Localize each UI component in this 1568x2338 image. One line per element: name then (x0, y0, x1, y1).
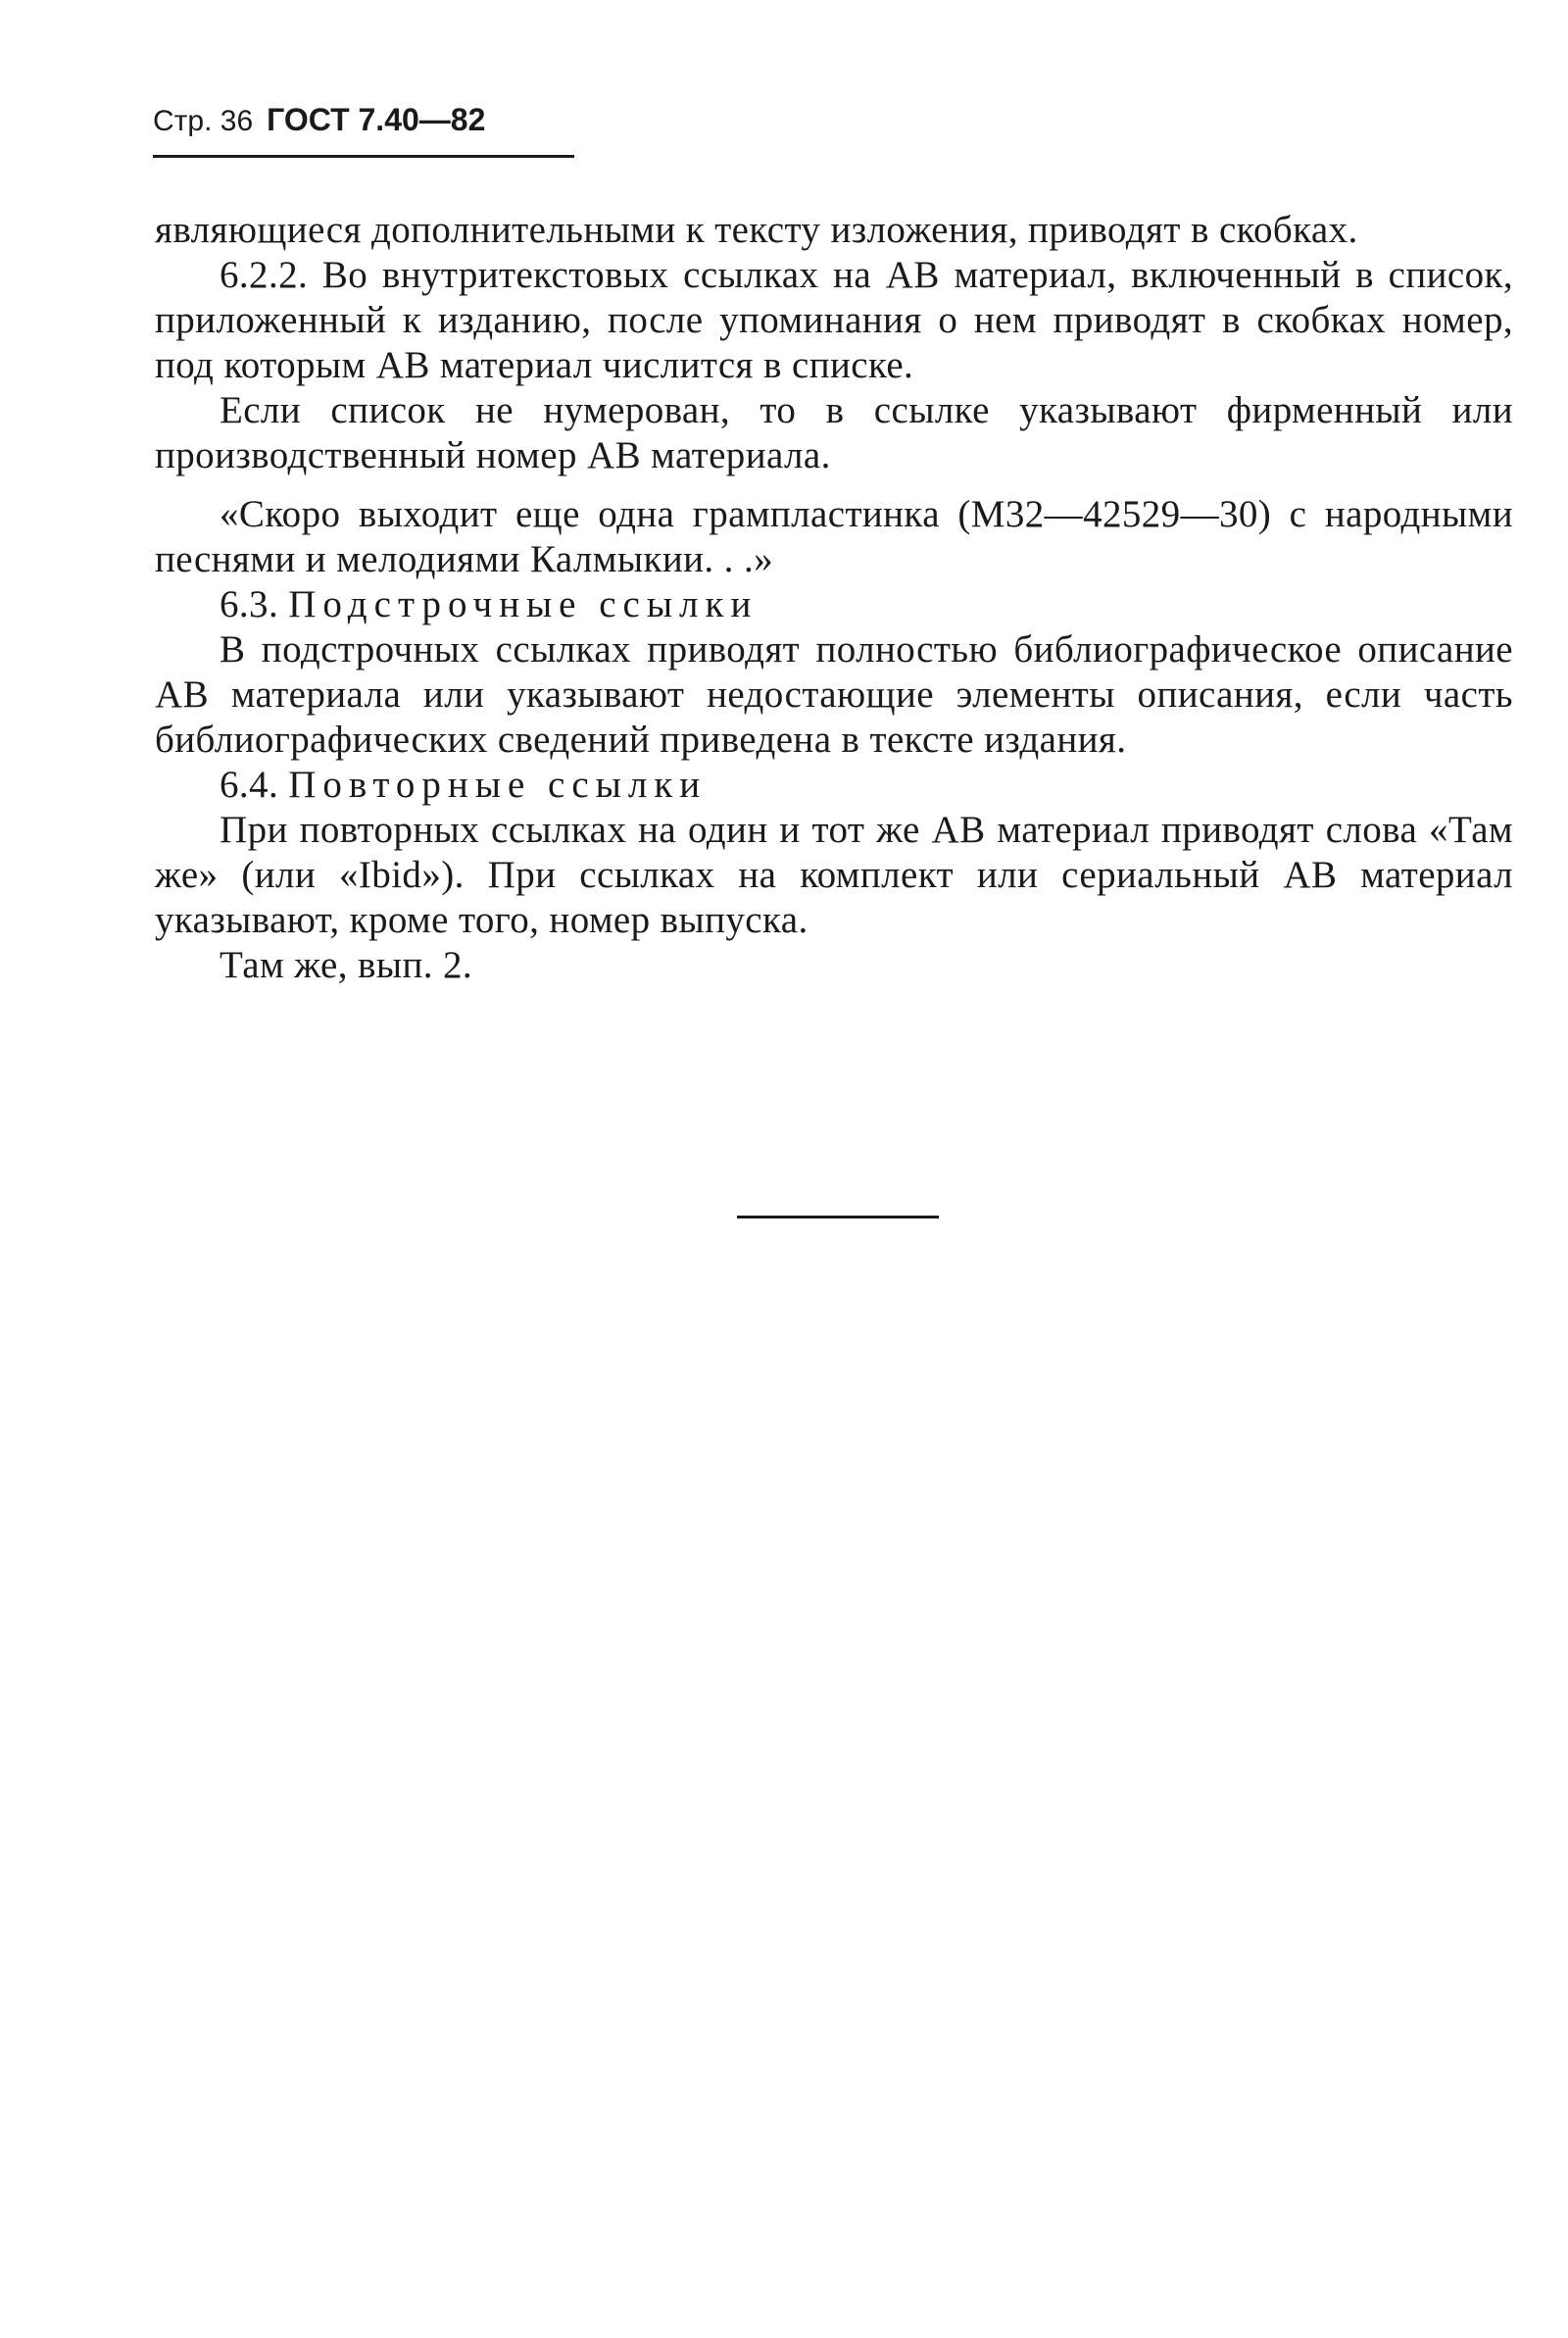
section-title-6-4: Повторные ссылки (288, 764, 708, 806)
section-number-6-3: 6.3. (220, 583, 279, 625)
example-quote: «Скоро выходит еще одна грампластинка (М32—42529—30) с народными песнями и мелодиями Калмыкии. . .» (155, 493, 1513, 580)
section-number-6-4: 6.4. (220, 764, 279, 806)
paragraph-continuation: являющиеся дополнительными к тексту изложения, приводят в скобках. (155, 209, 1358, 251)
end-of-text-rule (737, 1216, 939, 1219)
example-ibid: Там же, вып. 2. (220, 944, 473, 986)
paragraph-repeated-references: При повторных ссылках на один и тот же АВ материал приводят слова «Там же» (или «Ibid»). При ссылках на комплект или сериальный АВ материал указывают, кроме того, номер выпуска. (155, 809, 1513, 941)
header-underline (153, 155, 574, 158)
paragraph-unnumbered-list: Если список не нумерован, то в ссылке указывают фирменный или производственный номер АВ материала. (155, 389, 1513, 476)
section-title-6-3: Подстрочные ссылки (288, 583, 759, 625)
page-number-label: Стр. 36 (153, 105, 254, 137)
paragraph-6-2-2: 6.2.2. Во внутритекстовых ссылках на АВ материал, включенный в список, приложенный к изданию, после упоминания о нем приводят в скобках номер, под которым АВ материал числится в списке. (155, 254, 1513, 386)
page-header (153, 102, 485, 151)
standard-designation: ГОСТ 7.40—82 (267, 102, 486, 137)
paragraph-footnote-references: В подстрочных ссылках приводят полностью библиографическое описание АВ материала или указывают недостающие элементы описания, если часть библиографических сведений приведена в тексте издания. (155, 628, 1513, 761)
section-heading-6-3 (155, 582, 1513, 627)
document-body (155, 208, 1513, 988)
section-heading-6-4 (155, 763, 1513, 808)
